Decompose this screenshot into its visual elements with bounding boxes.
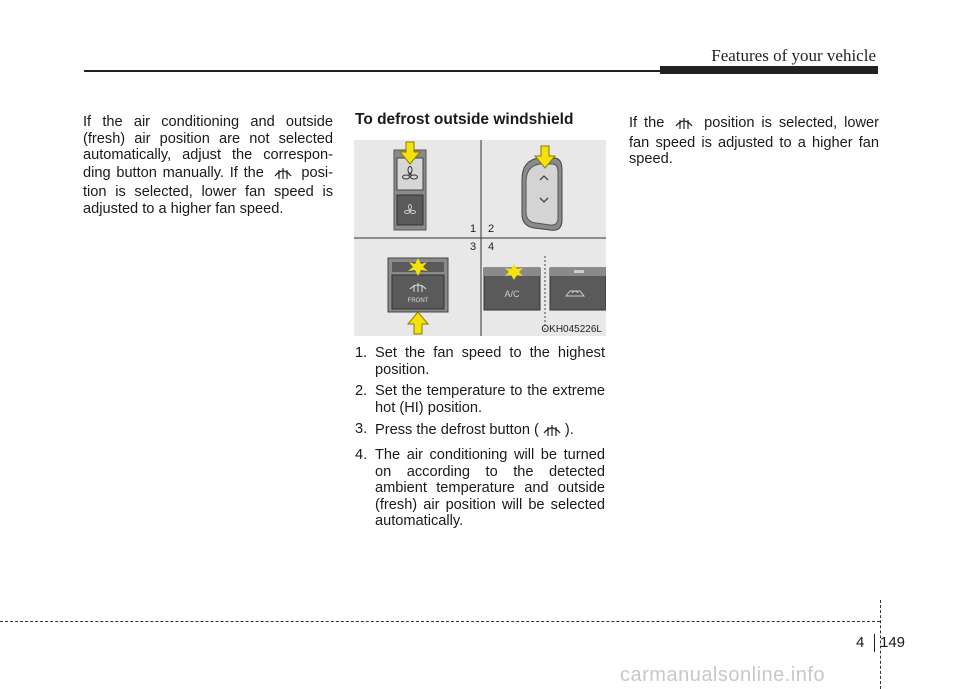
footer-dashed-rule xyxy=(0,621,880,622)
page-header-title: Features of your vehicle xyxy=(711,46,876,65)
step-item xyxy=(355,421,605,442)
section-title: To defrost outside windshield xyxy=(355,111,574,128)
right-para-text-2: position is selected, lower fan speed is adjusted to a higher fan speed. xyxy=(629,115,880,168)
step-number: 4. xyxy=(355,446,368,463)
ac-label: A/C xyxy=(504,289,520,299)
step-item xyxy=(355,345,605,378)
step-number: 1. xyxy=(355,345,368,361)
left-para-text-2: posi-tion is selected, lower fan speed is adjusted to a higher fan speed. xyxy=(83,164,333,217)
steps-list xyxy=(355,345,605,535)
quadrant-label-4: 4 xyxy=(488,241,495,253)
defrost-icon xyxy=(273,164,293,185)
step-text: Set the fan speed to the highest position. xyxy=(375,345,605,378)
right-para-text-1: If the xyxy=(629,115,665,131)
quadrant-label-1: 1 xyxy=(470,223,477,235)
defrost-icon xyxy=(674,114,694,135)
climate-control-figure xyxy=(354,140,606,336)
step-text: Set the temperature to the extreme hot (HI) position. xyxy=(375,383,605,416)
step-text-part-1: Press the defrost button ( xyxy=(375,422,539,439)
arrow-icon xyxy=(408,312,428,334)
climate-control-illustration xyxy=(354,140,606,336)
header-rule xyxy=(84,70,660,72)
footer-page-separator xyxy=(874,634,875,652)
left-paragraph xyxy=(83,114,333,218)
header-tab-bar xyxy=(660,66,878,74)
step-item xyxy=(355,447,605,530)
quadrant-label-3: 3 xyxy=(470,241,477,253)
figure-code: OKH045226L xyxy=(541,324,602,335)
quadrant-label-2: 2 xyxy=(488,223,495,235)
right-paragraph xyxy=(629,114,879,168)
watermark: carmanualsonline.info xyxy=(620,664,826,686)
step-text-part-2: ). xyxy=(564,422,574,439)
step-item xyxy=(355,383,605,416)
left-para-text-1: If the air conditioning and outside (fresh) air position are not selected automatically, adjust the correspon-ding button manually. If the xyxy=(83,114,333,181)
step-text xyxy=(375,421,605,442)
step-text: The air conditioning will be turned on according to the detected ambient temperature and outside (fresh) air position will be selected automatically. xyxy=(375,446,605,530)
step-number: 3. xyxy=(355,421,368,438)
chapter-number: 4 xyxy=(856,634,865,651)
front-label: FRONT xyxy=(407,298,429,304)
page-number: 149 xyxy=(880,634,906,651)
step-number: 2. xyxy=(355,383,368,400)
defrost-icon xyxy=(542,421,562,442)
